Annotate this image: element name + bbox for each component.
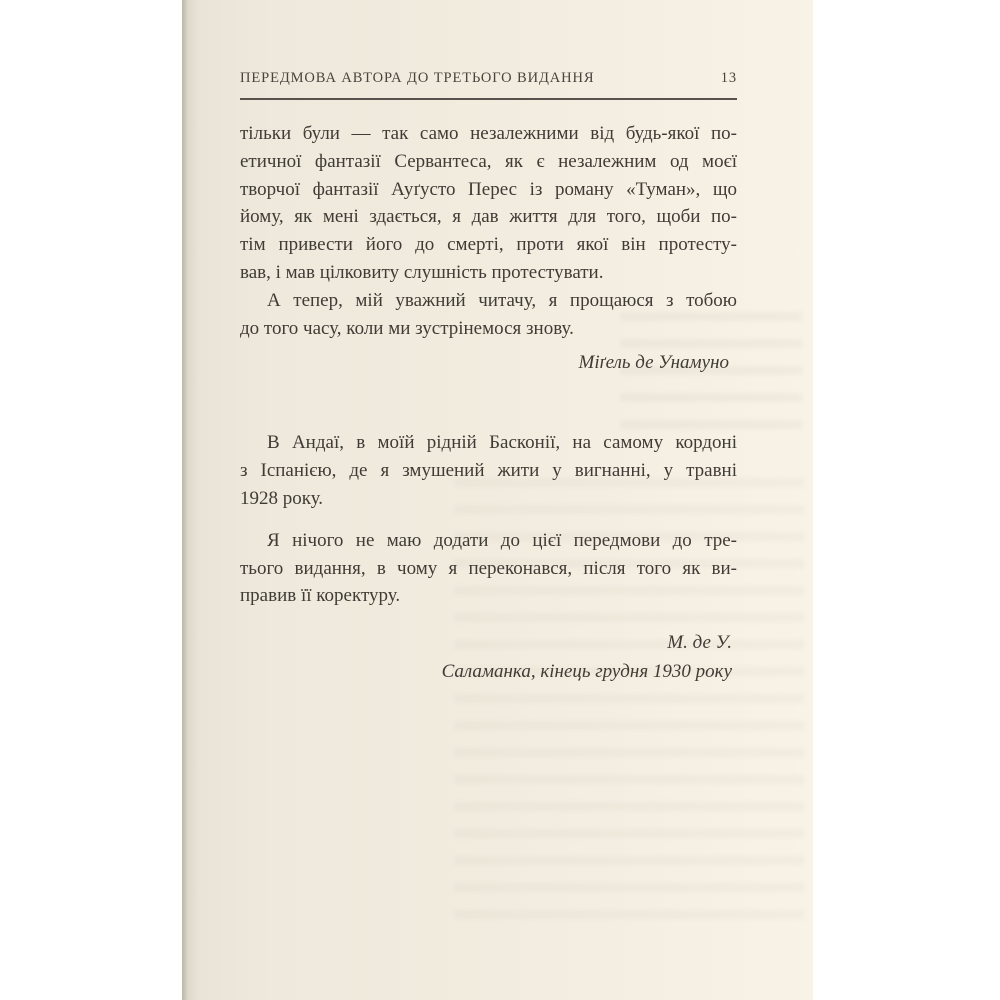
text-line: 1928 року. (240, 487, 324, 509)
body-copy (240, 120, 737, 686)
text-line: правив її коректуру. (240, 585, 401, 607)
author-signature: Міґель де Унамуно (578, 352, 729, 374)
text-line: В Андаї, в моїй рідній Басконії, на самому кордоні (267, 432, 737, 454)
text-line: етичної фантазії Сервантеса, як є незалежним од моєї (240, 150, 737, 172)
text-line: з Іспанією, де я змушений жити у вигнанні, у травні (240, 460, 737, 482)
paragraph-postscript (240, 527, 737, 610)
paragraph-dateline (240, 429, 737, 512)
text-line: до того часу, коли ми зустрінемося знову. (240, 317, 574, 339)
book-page (182, 0, 813, 1000)
page-number: 13 (720, 70, 737, 86)
text-line: Саламанка, кінець грудня 1930 року (441, 661, 732, 683)
text-line: творчої фантазії Ауґусто Перес із роману «Туман», що (240, 178, 737, 200)
paragraph-continuation (240, 120, 737, 342)
text-line: А тепер, мій уважний читачу, я прощаюся з тобою (267, 289, 737, 311)
text-line: тього видання, в чому я переконався, після того як ви- (240, 557, 737, 579)
text-line: Я нічого не маю додати до цієї передмови до тре- (267, 529, 737, 551)
text-line: йому, як мені здається, я дав життя для того, щоби по- (240, 206, 737, 228)
text-line: тім привести його до смерті, проти якої він протесту- (240, 234, 737, 256)
running-header-title: ПЕРЕДМОВА АВТОРА ДО ТРЕТЬОГО ВИДАННЯ (240, 70, 595, 86)
running-header (240, 69, 737, 87)
header-rule (240, 98, 737, 100)
text-line: М. де У. (667, 632, 732, 654)
closing-signature (240, 628, 737, 686)
text-line: тільки були — так само незалежними від будь-якої по- (240, 123, 737, 144)
text-line: вав, і мав цілковиту слушність протестувати. (240, 261, 604, 283)
page-text-block (240, 0, 737, 686)
